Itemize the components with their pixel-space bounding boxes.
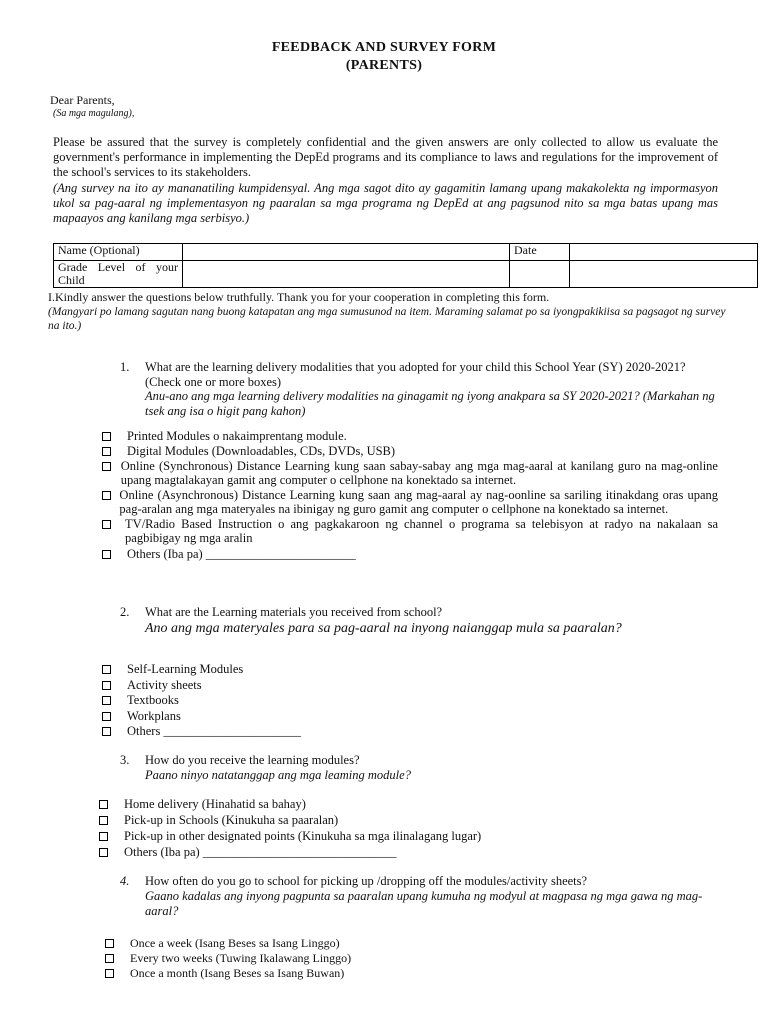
option-item[interactable]: Self-Learning Modules: [102, 662, 718, 676]
checkbox[interactable]: [102, 491, 111, 500]
option-item[interactable]: TV/Radio Based Instruction o ang pagkakaroon ng channel o programa sa telebisyon at radyo na nakalaan sa pagbibigay ng mga aralin: [102, 517, 718, 545]
date-field[interactable]: [570, 244, 758, 261]
option-item[interactable]: Pick-up in other designated points (Kinukuha sa mga ilinalagang lugar): [99, 829, 719, 843]
salutation-tagalog: (Sa mga magulang),: [53, 108, 135, 119]
option-item[interactable]: Online (Asynchronous) Distance Learning kung saan ang mag-aaral ay nag-oonline sa sariling itinakdang oras upang pag-aralan ang mga materyales na ibinigay ng guro gamit ang computer o cellphone na konektado sa internet.: [102, 488, 718, 516]
checkbox[interactable]: [102, 681, 111, 690]
option-item[interactable]: Others ______________________: [102, 724, 718, 738]
checkbox[interactable]: [99, 832, 108, 841]
question-4-number: 4.: [120, 874, 130, 888]
form-title: FEEDBACK AND SURVEY FORM: [271, 40, 497, 55]
instructions-tagalog: (Mangyari po lamang sagutan nang buong katapatan ang mga sumusunod na item. Maraming salamat po sa iyongpakikiisa sa pagsagot ng survey na ito.): [48, 306, 726, 332]
checkbox[interactable]: [105, 969, 114, 978]
question-3-text-tagalog: Paano ninyo natatanggap ang mga leaming module?: [145, 768, 411, 782]
info-table: [53, 243, 758, 288]
option-item[interactable]: Once a week (Isang Beses sa Isang Linggo): [105, 936, 725, 950]
instructions: I.Kindly answer the questions below truthfully. Thank you for your cooperation in completing this form.: [48, 290, 550, 304]
intro-paragraph-tagalog: (Ang survey na ito ay mananatiling kumpidensyal. Ang mga sagot dito ay gagamitin lamang upang makakolekta ng impormasyon ukol sa pag-aaral ng implementasyon ng paaralan sa mga programa ng DepEd at ang pagsunod nito sa mga batas upang mas mapaayos ang kanilang mga serbisyo.): [53, 181, 718, 225]
question-1-text-tagalog: Anu-ano ang mga learning delivery modalities na ginagamit ng iyong anakpara sa SY 2020-2021? (Markahan ng tsek ang isa o higit pang kahon): [145, 389, 715, 418]
name-label: Name (Optional): [54, 244, 183, 261]
option-item[interactable]: Printed Modules o nakaimprentang module.: [102, 429, 718, 443]
intro-paragraph: Please be assured that the survey is completely confidential and the given answers are only collected to allow us evaluate the government's performance in implementing the DepEd programs and its compliance to laws and regulations for the improvement of the school's services to its stakeholders.: [53, 135, 718, 179]
question-4-options: [105, 936, 725, 980]
grade-extra-cell-2[interactable]: [570, 261, 758, 288]
question-1-number: 1.: [120, 360, 130, 374]
checkbox[interactable]: [102, 727, 111, 736]
checkbox[interactable]: [102, 696, 111, 705]
checkbox[interactable]: [102, 550, 111, 559]
checkbox[interactable]: [99, 848, 108, 857]
question-2-number: 2.: [120, 605, 130, 619]
name-field[interactable]: [183, 244, 510, 261]
checkbox[interactable]: [99, 800, 108, 809]
checkbox[interactable]: [102, 520, 111, 529]
checkbox[interactable]: [102, 462, 111, 471]
checkbox[interactable]: [105, 954, 114, 963]
question-1-text: What are the learning delivery modalities that you adopted for your child this School Year (SY) 2020-2021? (Check one or more boxes): [145, 360, 686, 389]
grade-field[interactable]: [183, 261, 510, 288]
form-subtitle: (PARENTS): [345, 58, 423, 73]
option-item[interactable]: Home delivery (Hinahatid sa bahay): [99, 797, 719, 811]
option-item[interactable]: Digital Modules (Downloadables, CDs, DVDs, USB): [102, 444, 718, 458]
question-3-text: How do you receive the learning modules?: [145, 753, 360, 767]
grade-label: Grade Level of your Child: [54, 261, 183, 288]
option-item[interactable]: Online (Synchronous) Distance Learning kung saan sabay-sabay ang mga mag-aaral at kanilang guro na mag-online upang magtalakayan gamit ang computer o cellphone na konektado sa internet.: [102, 459, 718, 487]
question-2-options: [102, 662, 718, 738]
question-3-options: [99, 797, 719, 859]
option-item[interactable]: Every two weeks (Tuwing Ikalawang Linggo): [105, 951, 725, 965]
option-item[interactable]: Others (Iba pa) ________________________: [102, 547, 718, 561]
checkbox[interactable]: [102, 665, 111, 674]
question-2-text-tagalog: Ano ang mga materyales para sa pag-aaral na inyong naianggap mula sa paaralan?: [145, 621, 622, 636]
question-4-text: How often do you go to school for picking up /dropping off the modules/activity sheets?: [145, 874, 588, 888]
option-item[interactable]: Once a month (Isang Beses sa Isang Buwan): [105, 966, 725, 980]
question-3-number: 3.: [120, 753, 130, 767]
checkbox[interactable]: [99, 816, 108, 825]
date-label: Date: [510, 244, 570, 261]
salutation: Dear Parents,: [50, 93, 115, 107]
question-4-text-tagalog: Gaano kadalas ang inyong pagpunta sa paaralan upang kumuha ng modyul at magpasa ng mga gawa ng mag-aaral?: [145, 889, 703, 918]
grade-extra-cell[interactable]: [510, 261, 570, 288]
option-item[interactable]: Textbooks: [102, 693, 718, 707]
option-item[interactable]: Workplans: [102, 709, 718, 723]
checkbox[interactable]: [105, 939, 114, 948]
option-item[interactable]: Pick-up in Schools (Kinukuha sa paaralan): [99, 813, 719, 827]
option-item[interactable]: Others (Iba pa) _______________________________: [99, 845, 719, 859]
checkbox[interactable]: [102, 712, 111, 721]
question-1-options: [102, 429, 718, 561]
checkbox[interactable]: [102, 432, 111, 441]
option-item[interactable]: Activity sheets: [102, 678, 718, 692]
checkbox[interactable]: [102, 447, 111, 456]
question-2-text: What are the Learning materials you received from school?: [145, 605, 443, 619]
